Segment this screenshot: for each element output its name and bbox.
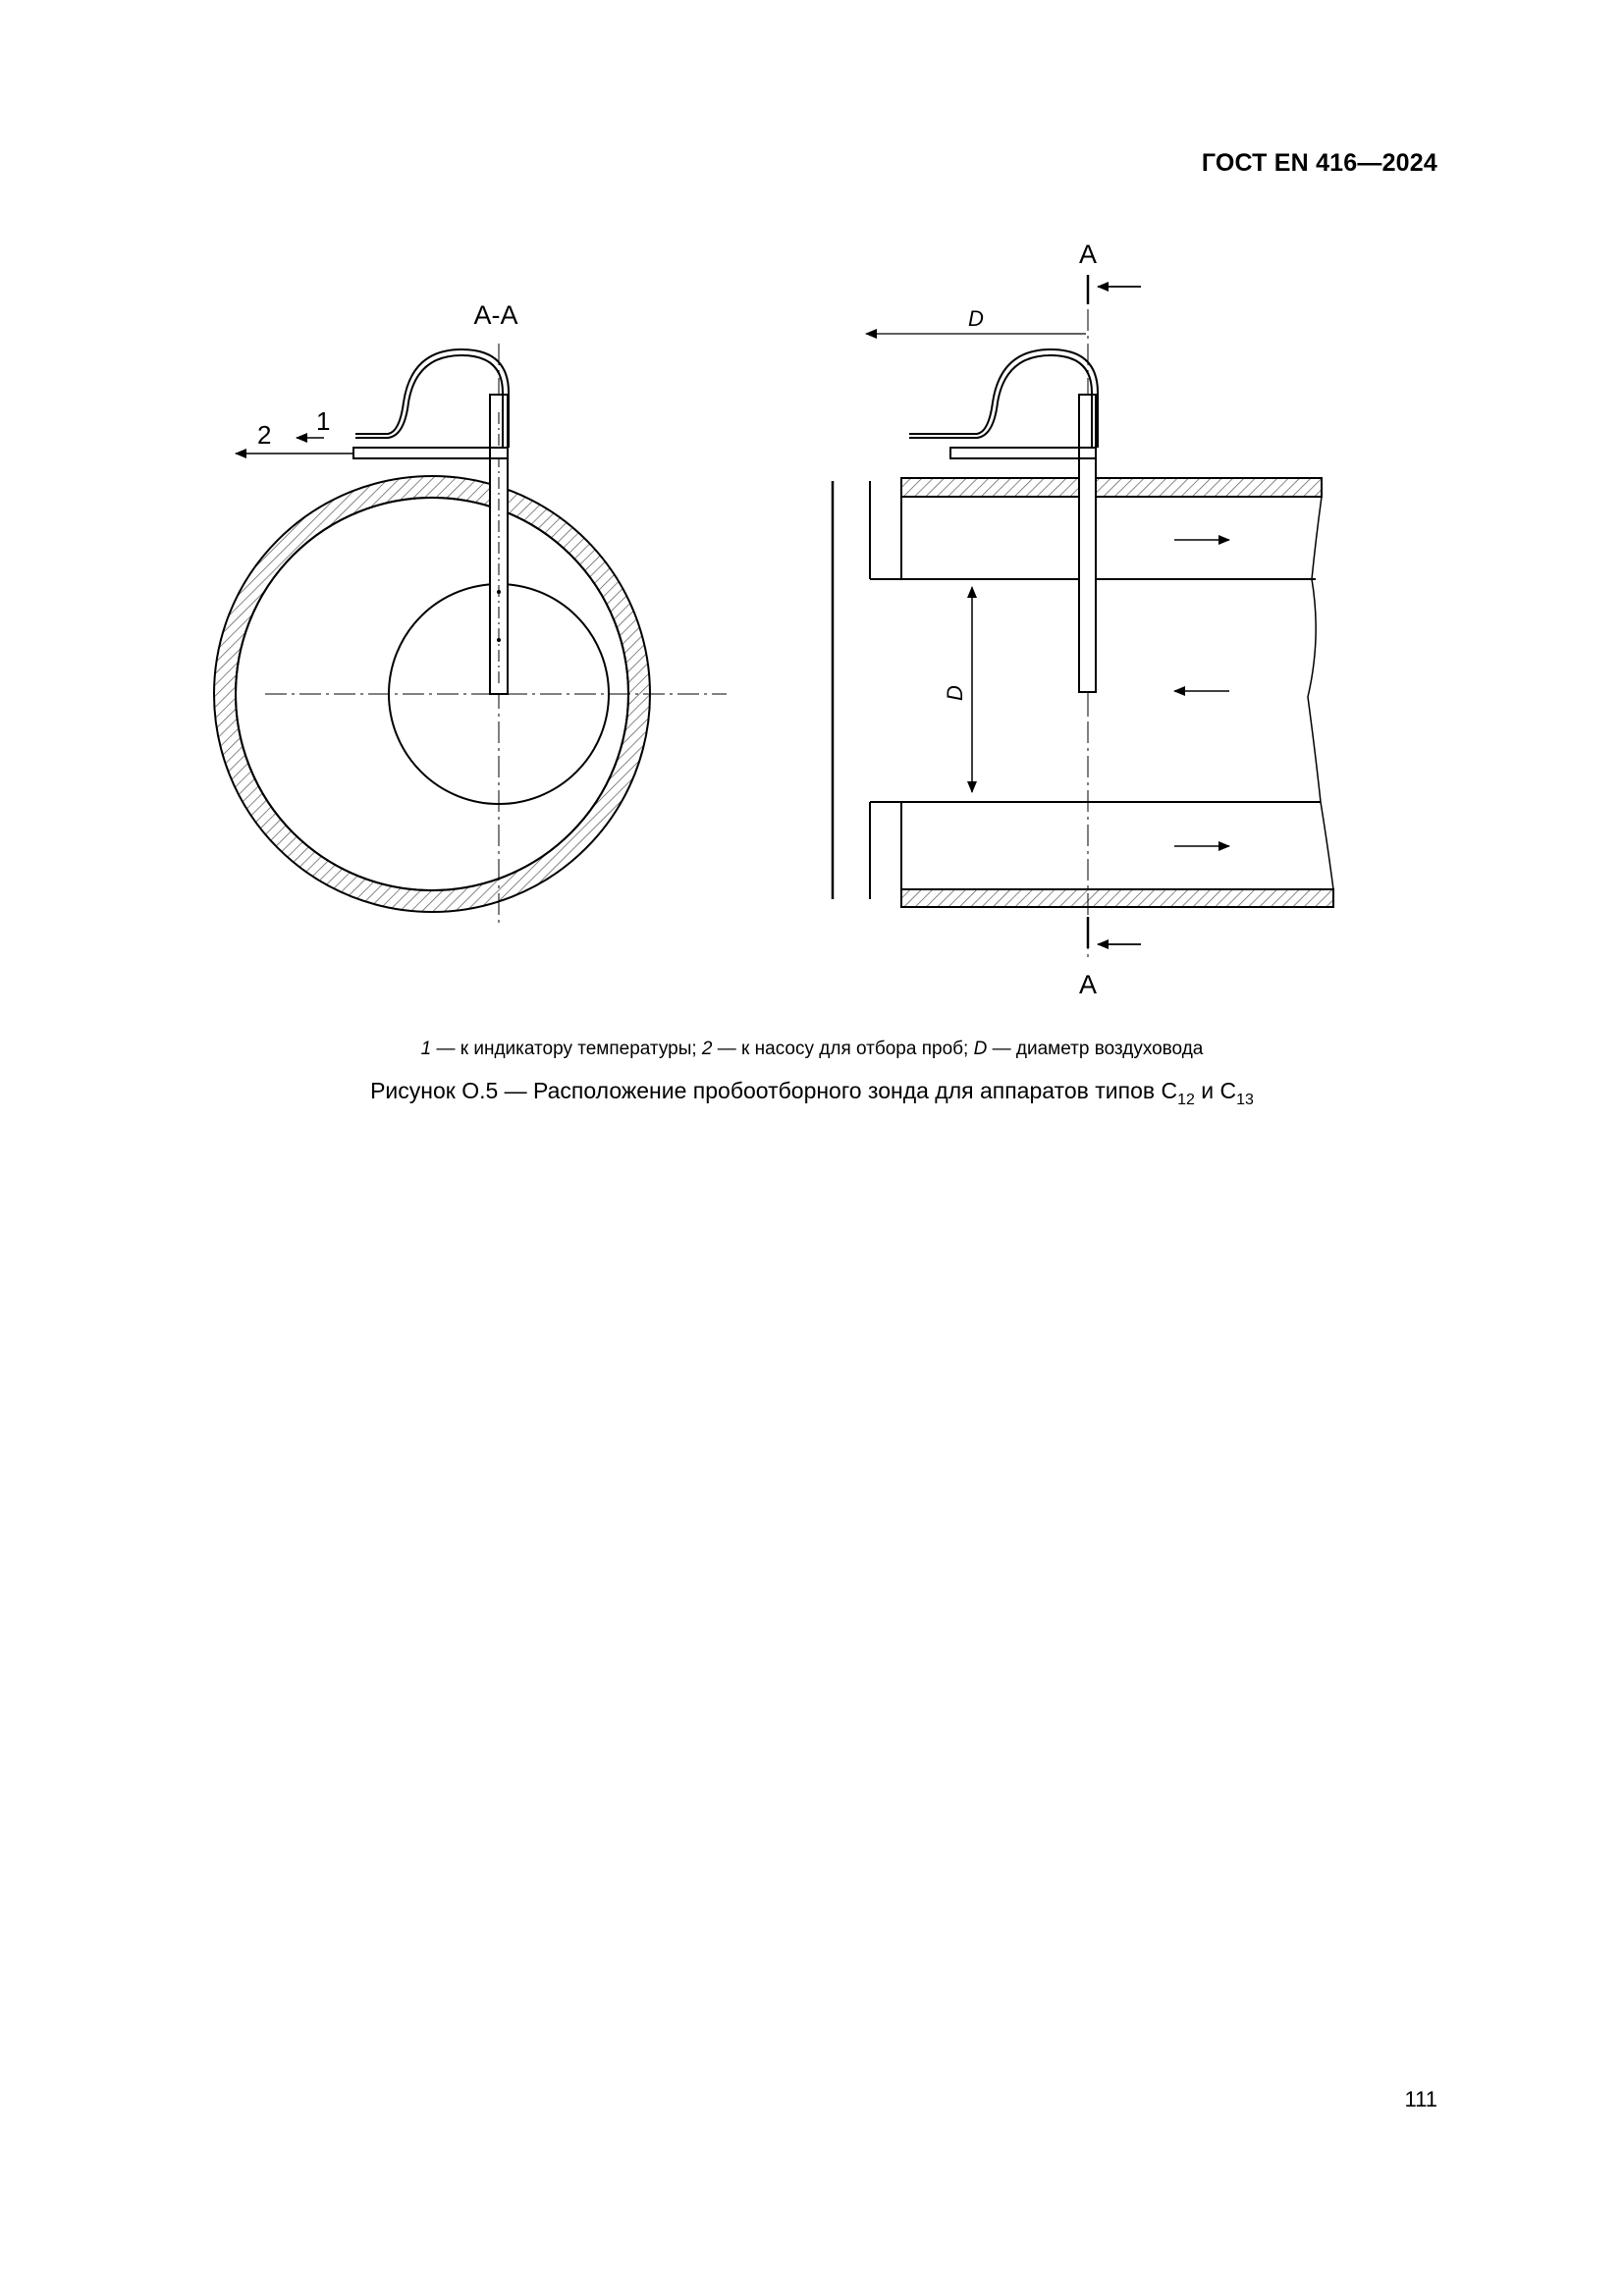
cut-label-top: A	[1078, 240, 1098, 269]
page-number: 111	[1404, 2087, 1437, 2111]
figure-caption: Рисунок О.5 — Расположение пробоотборного зонда для аппаратов типов $C_{12}$ и $C_{13}$	[370, 1078, 1254, 1108]
figure-legend: 1 — к индикатору температуры; 2 — к насосу для отбора проб; D — диаметр воздуховода	[420, 1039, 1204, 1059]
probe-branch-side	[950, 448, 1079, 458]
dimension-label-top: D	[968, 306, 984, 331]
duct-bottom-wall	[901, 889, 1333, 907]
break-line	[1308, 497, 1333, 889]
callout-1: 1	[316, 406, 331, 436]
section-view	[214, 300, 727, 923]
longitudinal-view	[833, 240, 1333, 999]
section-label: A-A	[473, 300, 518, 330]
callout-2: 2	[257, 420, 272, 450]
standard-header: ГОСТ EN 416—2024	[1201, 149, 1437, 177]
probe-diagram	[0, 0, 1624, 1041]
probe-tube-side	[1079, 395, 1096, 692]
dimension-label-vertical: D	[943, 685, 967, 701]
probe-branch	[353, 448, 490, 458]
duct-top-wall	[901, 478, 1322, 497]
cut-label-bottom: A	[1078, 970, 1098, 999]
